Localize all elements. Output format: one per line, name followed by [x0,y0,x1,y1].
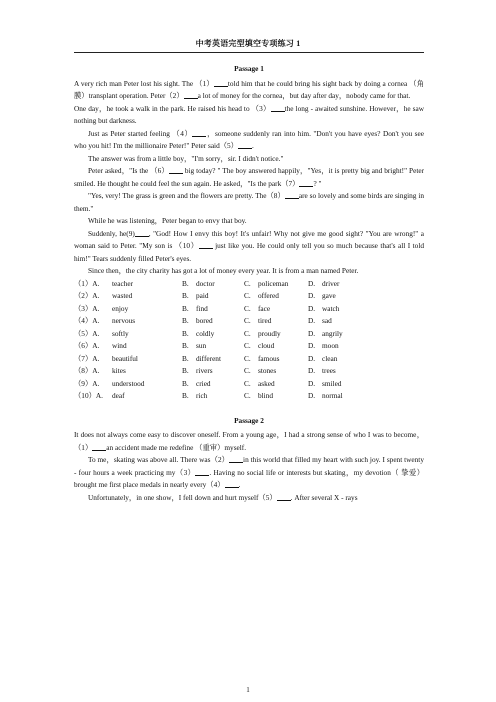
option-letter-c: C. [244,278,251,288]
option-letter-c: C. [244,291,251,300]
option-letter-d: D. [308,353,316,363]
answer-blank [285,190,299,199]
passage-1-heading: Passage 1 [234,64,264,73]
option-number: （1）A. [74,278,100,288]
option-b: paid [196,291,209,300]
option-letter-d: D. [308,366,316,375]
passage-1-paragraph [74,228,424,266]
option-letter-d: D. [308,291,316,300]
paragraph-text: One day，he took a walk in the park. He raised his head to （3） [74,103,271,113]
option-a: kites [112,366,126,375]
passage-1-paragraph [74,153,424,166]
paragraph-text: in this world that filled my heart with such joy. I spent twenty - four hours a week practicing my（3） [74,455,424,477]
paragraph-text: , "God! How I envy this boy! It's unfair! Why not give me good sight? "You are wrong!" a woman said to Peter. "My son is （10） [74,228,424,250]
option-letter-b: B. [182,303,189,313]
option-a: teacher [112,278,134,288]
paragraph-text: just like you. He could only tell you so much because that's all I told him!" Tears suddenly filled Peter's eyes. [74,241,424,263]
answer-blank [225,479,239,488]
option-number: （3）A. [74,303,100,313]
option-row [74,353,424,366]
option-c: face [258,303,271,313]
option-number: （8）A. [74,366,100,375]
paragraph-text: . [238,480,241,489]
option-a: nervous [112,316,136,325]
option-row [74,340,424,353]
answer-blank [271,103,285,112]
option-c: blind [258,391,273,400]
option-number: （6）A. [74,341,100,350]
option-c: policeman [258,278,289,288]
passage-1-paragraph [74,190,424,215]
option-c: offered [258,291,279,300]
option-letter-b: B. [182,378,189,388]
paragraph-text: an accident made me redefine （重审）myself. [106,442,247,452]
option-c: cloud [258,341,275,350]
option-letter-b: B. [182,353,189,363]
option-letter-c: C. [244,316,251,325]
passage-2-paragraph [74,454,424,492]
option-letter-d: D. [308,391,316,400]
passage-2-text [74,429,424,504]
option-letter-b: B. [182,316,189,325]
option-b: find [196,303,208,313]
option-row [74,303,424,316]
passage-1-paragraph [74,165,424,190]
paragraph-text: are so lovely and some birds are singing in them." [74,191,424,213]
option-number: （2）A. [74,291,100,300]
answer-blank [238,140,252,149]
paragraph-text: While he was listening，Peter began to envy that boy. [88,216,247,225]
paragraph-text: a lot of money for the cornea，but day after day，nobody came for that. [197,91,411,100]
option-d: driver [322,278,340,288]
option-letter-d: D. [308,278,316,288]
paragraph-text: big today? " The boy answered happily，"Yes，it is pretty big and bright!" Peter smiled. He thought he could feel the sun again. He asked，"Is the park（7） [74,166,425,188]
answer-blank [229,454,243,463]
paragraph-text: ，someone suddenly ran into him. "Don't you have eyes? Don't you see who you hit! I'm the millionaire Peter!" Peter said（5） [74,128,425,150]
option-letter-b: B. [182,328,189,338]
option-c: tired [258,316,272,325]
option-letter-b: B. [182,291,189,300]
option-row [74,328,424,341]
paragraph-text: . After several X - rays [290,492,358,502]
option-row [74,378,424,391]
passage-1-paragraph [74,215,424,228]
option-letter-c: C. [244,341,251,350]
option-letter-d: D. [308,378,316,388]
paragraph-text: Suddenly, he(9) [88,228,135,238]
option-number: （10）A. [74,391,103,400]
option-letter-d: D. [308,303,316,313]
paragraph-text: Unfortunately，in one show，I fell down and hurt myself（5） [88,492,277,502]
option-letter-c: C. [244,366,251,375]
passage-1-paragraph [74,78,424,103]
option-d: moon [322,341,339,350]
option-letter-c: C. [244,378,251,388]
option-a: wasted [112,291,133,300]
option-letter-b: B. [182,278,189,288]
passage-1-paragraph [74,128,424,153]
paragraph-text: A very rich man Peter lost his sight. The （1） [74,78,214,88]
option-letter-d: D. [308,316,316,325]
option-d: normal [322,391,343,400]
paragraph-text: . [251,141,254,150]
option-c: stones [258,366,277,375]
option-d: clean [322,353,338,363]
answer-blank [92,442,106,451]
option-b: coldly [196,328,215,338]
answer-blank [277,492,291,501]
passage-1-text [74,78,424,278]
paragraph-text: To me，skating was above all. There was（2） [88,455,230,464]
option-d: angrily [322,328,343,338]
paragraph-text: ? " [313,178,322,188]
answer-blank [192,128,206,137]
answer-blank [184,90,198,99]
document-body [74,63,424,504]
paragraph-text: the long - awaited sunshine. However，he saw nothing but darkness. [74,103,424,125]
option-letter-b: B. [182,391,189,400]
answer-blank [195,467,209,476]
option-row [74,278,424,291]
option-b: rivers [196,366,213,375]
answer-blank [169,165,183,174]
option-a: beautiful [112,353,138,363]
option-d: sad [322,316,332,325]
option-d: watch [322,303,340,313]
option-letter-c: C. [244,391,251,400]
answer-blank [135,228,149,237]
option-letter-c: C. [244,303,251,313]
option-a: enjoy [112,303,129,313]
passage-2-paragraph [74,429,424,454]
paragraph-text: . Having no social life or interests but skating，my devotion（ 挚爱）brought me first place medals in nearly every（4） [74,467,424,489]
option-b: doctor [196,278,215,288]
option-row [74,290,424,303]
option-row [74,365,424,378]
option-c: famous [258,353,280,363]
answer-blank [214,78,228,87]
option-a: softly [112,328,129,338]
page-number: 1 [246,686,250,694]
option-b: different [196,353,221,363]
option-number: （9）A. [74,378,100,388]
option-b: bored [196,316,213,325]
option-letter-b: B. [182,366,189,375]
passage-1-paragraph [74,265,424,278]
paragraph-text: told him that he could bring his sight back by doing a cornea （角膜）transplant operation. Peter（2） [74,78,424,100]
option-row [74,390,424,403]
option-letter-c: C. [244,353,251,363]
option-letter-c: C. [244,328,251,338]
option-b: rich [196,391,208,400]
answer-blank [299,178,313,187]
option-number: （5）A. [74,328,100,338]
option-d: gave [322,291,336,300]
passage-2-paragraph [74,492,424,505]
option-b: cried [196,378,211,388]
paragraph-text: The answer was from a little boy，"I'm sorry，sir. I didn't notice." [88,153,284,163]
option-a: understood [112,378,145,388]
option-letter-d: D. [308,341,316,350]
paragraph-text: Just as Peter started feeling （4） [88,128,193,138]
option-row [74,315,424,328]
paragraph-text: Peter asked，"Is the （6） [88,166,169,175]
option-letter-b: B. [182,341,189,350]
option-number: （4）A. [74,316,100,325]
title-divider [74,52,424,53]
option-c: proudly [258,328,281,338]
option-letter-d: D. [308,328,316,338]
passage-1-options [74,278,424,403]
option-d: trees [322,366,336,375]
passage-2-heading: Passage 2 [234,415,264,425]
option-a: wind [112,341,127,350]
paragraph-text: "Yes, very! The grass is green and the flowers are pretty. The（8） [88,191,285,200]
paragraph-text: It does not always come easy to discover oneself. From a young age，I had a strong sense of who I was to become，（1） [74,430,424,452]
passage-1-paragraph [74,103,424,128]
option-b: sun [196,341,207,350]
option-c: asked [258,378,275,388]
option-number: （7）A. [74,353,100,363]
option-d: smiled [322,378,342,388]
option-a: deaf [112,391,125,400]
answer-blank [199,240,213,249]
paragraph-text: Since then，the city charity has got a lot of money every year. It is from a man named Peter. [88,266,359,275]
document-title: 中考英语完型填空专项练习 1 [195,39,301,48]
